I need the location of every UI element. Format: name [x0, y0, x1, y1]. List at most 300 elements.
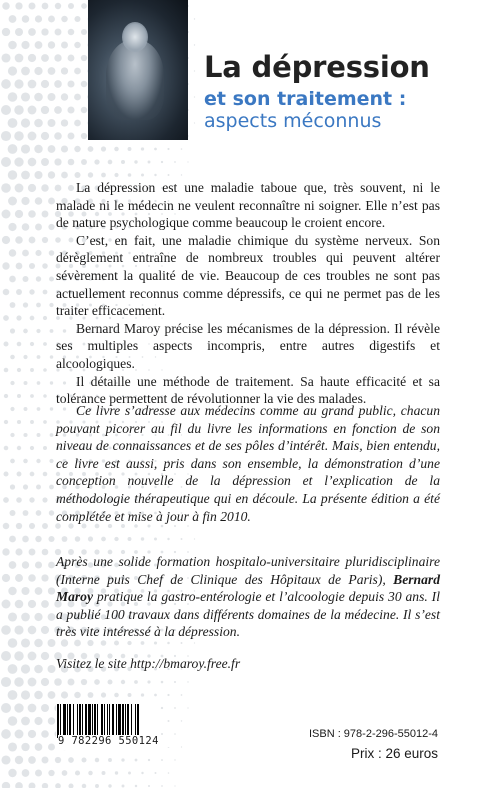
- halftone-dot: [35, 587, 43, 595]
- halftone-dot: [3, 315, 9, 321]
- halftone-dot: [14, 131, 24, 141]
- halftone-dot: [37, 355, 41, 359]
- halftone-dot: [141, 147, 144, 150]
- halftone-dot: [41, 626, 49, 634]
- halftone-dot: [34, 171, 42, 179]
- halftone-dot: [74, 120, 81, 127]
- halftone-dot: [28, 2, 35, 9]
- halftone-dot: [62, 770, 68, 776]
- halftone-dot: [187, 161, 188, 162]
- halftone-dot: [48, 198, 55, 205]
- halftone-dot: [134, 160, 137, 163]
- halftone-dot: [41, 704, 49, 712]
- halftone-dot: [21, 717, 30, 726]
- barcode-bar: [97, 704, 98, 738]
- halftone-dot: [28, 756, 36, 764]
- intro-paragraph: C’est, en fait, une maladie chimique du système nerveux. Son dérèglement entraîne de nombreux troubles qui peuvent altérer sévèrement la qualité de vie. Beaucoup de ces troubles ne sont pas actuellement reconnus comme dépressifs, ce qui ne permet pas de les traiter efficacement.: [56, 232, 440, 319]
- halftone-dot: [2, 236, 10, 244]
- halftone-dot: [36, 485, 41, 490]
- halftone-dot: [42, 237, 48, 243]
- halftone-dot: [155, 772, 157, 774]
- halftone-dot: [23, 355, 27, 359]
- audience-paragraph: Ce livre s’adresse aux médecins comme au grand public, chacun pouvant picorer au fil du livre les informations en fonction de son niveau de connaissances et de ses pôles d’intérêt. Mais, bien entendu, ce livre est aussi, pris dans son ensemble, la démonstration d’une conception nouvelle de la dépression et l’explication de la méthodologie thérapeutique qui en découle. La présente édition a été complétée et mise à jour à fin 2010.: [56, 403, 440, 524]
- halftone-dot: [41, 652, 49, 660]
- halftone-dot: [74, 94, 81, 101]
- halftone-dot: [181, 720, 182, 721]
- halftone-dot: [16, 497, 22, 503]
- halftone-dot: [61, 691, 68, 698]
- halftone-dot: [1, 651, 11, 661]
- halftone-dot: [48, 41, 55, 48]
- book-subtitle-line2: aspects méconnus: [204, 110, 382, 132]
- halftone-dot: [1, 729, 11, 739]
- halftone-dot: [161, 785, 163, 787]
- halftone-dot: [28, 132, 37, 141]
- halftone-dot: [101, 537, 106, 542]
- halftone-dot: [30, 420, 34, 424]
- halftone-dot: [17, 342, 22, 347]
- halftone-dot: [48, 16, 55, 23]
- halftone-dot: [28, 730, 36, 738]
- barcode-bar: [101, 704, 103, 738]
- halftone-dot: [15, 2, 22, 9]
- barcode-bar: [57, 704, 59, 738]
- halftone-dot: [49, 303, 53, 307]
- halftone-dot: [34, 639, 43, 648]
- halftone-dot: [21, 664, 30, 673]
- halftone-dot: [21, 743, 29, 751]
- halftone-dot: [3, 289, 10, 296]
- halftone-dot: [50, 329, 54, 333]
- halftone-dot: [49, 510, 54, 515]
- halftone-dot: [42, 211, 49, 218]
- barcode-bar: [67, 704, 68, 738]
- halftone-dot: [181, 538, 183, 540]
- halftone-dot: [102, 771, 106, 775]
- halftone-dot: [81, 81, 88, 88]
- halftone-dot: [4, 394, 8, 398]
- halftone-dot: [114, 147, 119, 152]
- halftone-dot: [35, 743, 43, 751]
- halftone-dot: [48, 665, 56, 673]
- halftone-dot: [141, 641, 145, 645]
- halftone-dot: [21, 638, 30, 647]
- halftone-dot: [29, 549, 36, 556]
- halftone-dot: [4, 368, 9, 373]
- halftone-dot: [174, 525, 176, 527]
- barcode-bar: [63, 704, 66, 738]
- halftone-dot: [42, 3, 49, 10]
- halftone-dot: [15, 782, 23, 788]
- halftone-dot: [135, 759, 138, 762]
- halftone-dot: [194, 642, 195, 643]
- halftone-dot: [54, 54, 61, 61]
- author-name: Bernard Maroy: [56, 571, 440, 605]
- halftone-dot: [48, 224, 54, 230]
- halftone-dot: [10, 302, 16, 308]
- halftone-dot: [4, 446, 9, 451]
- halftone-dot: [82, 784, 87, 788]
- halftone-dot: [28, 704, 37, 713]
- barcode-bar: [127, 704, 129, 738]
- halftone-dot: [154, 641, 157, 644]
- halftone-dot: [74, 692, 81, 699]
- halftone-dot: [8, 638, 18, 648]
- price: Prix : 26 euros: [350, 746, 438, 761]
- halftone-dot: [54, 80, 62, 88]
- halftone-dot: [68, 3, 74, 9]
- halftone-dot: [21, 41, 29, 49]
- halftone-dot: [1, 625, 11, 635]
- halftone-dot: [55, 757, 61, 763]
- halftone-dot: [14, 651, 23, 660]
- halftone-dot: [48, 171, 55, 178]
- halftone-dot: [2, 262, 9, 269]
- halftone-dot: [30, 342, 34, 346]
- halftone-dot: [28, 28, 36, 36]
- halftone-dot: [48, 536, 54, 542]
- halftone-dot: [1, 677, 11, 687]
- halftone-dot: [14, 157, 23, 166]
- halftone-dot: [1, 157, 11, 167]
- halftone-dot: [28, 652, 37, 661]
- halftone-dot: [1, 183, 11, 193]
- halftone-dot: [194, 44, 195, 45]
- halftone-dot: [34, 665, 43, 674]
- halftone-dot: [68, 783, 73, 788]
- halftone-dot: [42, 523, 48, 529]
- halftone-dot: [41, 678, 49, 686]
- halftone-dot: [15, 236, 23, 244]
- halftone-dot: [35, 250, 41, 256]
- halftone-dot: [10, 328, 15, 333]
- halftone-dot: [10, 381, 14, 385]
- author-bio-before: Après une solide formation hospitalo-universitaire pluridisciplinaire (Interne puis Chef de Clinique des Hôpitaux de Paris),: [56, 554, 440, 587]
- halftone-dot: [41, 730, 49, 738]
- halftone-dot: [81, 679, 87, 685]
- barcode-bar: [112, 704, 114, 738]
- halftone-dot: [9, 15, 17, 23]
- halftone-dot: [43, 446, 47, 450]
- person-figure-image: [106, 40, 164, 120]
- barcode-bar: [88, 704, 91, 738]
- halftone-dot: [95, 784, 99, 788]
- halftone-dot: [1, 703, 11, 713]
- halftone-dot: [168, 174, 170, 176]
- halftone-dot: [168, 720, 170, 722]
- halftone-dot: [22, 536, 29, 543]
- barcode-bar: [116, 704, 117, 738]
- halftone-dot: [15, 574, 23, 582]
- halftone-dot: [48, 67, 56, 75]
- halftone-dot: [161, 759, 163, 761]
- barcode-bar: [69, 704, 71, 738]
- halftone-dot: [36, 303, 41, 308]
- halftone-dot: [128, 173, 132, 177]
- barcode-bar: [77, 704, 78, 738]
- halftone-dot: [35, 15, 42, 22]
- barcode-bar: [137, 704, 139, 738]
- halftone-dot: [154, 538, 157, 541]
- halftone-dot: [167, 642, 170, 645]
- halftone-dot: [181, 174, 182, 175]
- halftone-dot: [8, 92, 18, 102]
- halftone-dot: [101, 146, 106, 151]
- halftone-dot: [8, 41, 17, 50]
- halftone-dot: [41, 106, 49, 114]
- halftone-dot: [8, 197, 17, 206]
- halftone-dot: [17, 446, 21, 450]
- halftone-dot: [68, 29, 75, 36]
- halftone-dot: [101, 173, 106, 178]
- halftone-dot: [74, 42, 80, 48]
- halftone-dot: [127, 641, 131, 645]
- halftone-dot: [23, 510, 29, 516]
- halftone-dot: [115, 771, 118, 774]
- halftone-dot: [28, 600, 36, 608]
- halftone-dot: [167, 694, 169, 696]
- halftone-dot: [8, 664, 18, 674]
- halftone-dot: [3, 471, 8, 476]
- halftone-dot: [68, 757, 74, 763]
- halftone-dot: [101, 640, 107, 646]
- halftone-dot: [181, 642, 183, 644]
- halftone-dot: [194, 96, 195, 97]
- halftone-dot: [36, 276, 41, 281]
- halftone-dot: [23, 433, 27, 437]
- website-link[interactable]: Visitez le site http://bmaroy.free.fr: [56, 656, 241, 671]
- halftone-dot: [29, 237, 36, 244]
- halftone-dot: [42, 783, 48, 788]
- halftone-dot: [41, 158, 49, 166]
- halftone-dot: [35, 536, 41, 542]
- halftone-dot: [1, 53, 10, 62]
- halftone-dot: [148, 161, 151, 164]
- halftone-dot: [43, 290, 48, 295]
- halftone-dot: [16, 315, 21, 320]
- halftone-dot: [141, 537, 144, 540]
- halftone-dot: [114, 693, 119, 698]
- halftone-dot: [41, 600, 49, 608]
- halftone-dot: [1, 105, 11, 115]
- barcode-bar: [107, 704, 108, 738]
- barcode-digits: 9 782296 550124: [58, 735, 170, 747]
- halftone-dot: [41, 54, 49, 62]
- halftone-dot: [187, 707, 188, 708]
- halftone-dot: [9, 510, 15, 516]
- halftone-dot: [48, 587, 55, 594]
- halftone-dot: [8, 170, 17, 179]
- halftone-dot: [88, 146, 94, 152]
- halftone-dot: [9, 249, 16, 256]
- halftone-dot: [8, 587, 16, 595]
- halftone-dot: [107, 679, 112, 684]
- halftone-dot: [55, 29, 62, 36]
- halftone-dot: [35, 561, 42, 568]
- halftone-dot: [48, 613, 56, 621]
- halftone-dot: [49, 250, 55, 256]
- author-bio: [56, 553, 440, 641]
- audience-text: [56, 402, 440, 525]
- halftone-dot: [135, 785, 137, 787]
- halftone-dot: [61, 67, 68, 74]
- halftone-dot: [108, 160, 113, 165]
- halftone-dot: [30, 472, 35, 477]
- barcode-bar: [125, 704, 126, 738]
- halftone-dot: [50, 381, 53, 384]
- intro-paragraph: Il détaille une méthode de traitement. Sa haute efficacité et sa tolérance permettent de révolutionner la vie des malades.: [56, 373, 440, 407]
- halftone-dot: [34, 67, 42, 75]
- halftone-dot: [8, 769, 16, 777]
- halftone-dot: [49, 277, 54, 282]
- barcode-bar: [131, 704, 132, 738]
- halftone-dot: [181, 746, 182, 747]
- halftone-dot: [34, 691, 43, 700]
- halftone-dot: [128, 772, 131, 775]
- halftone-dot: [21, 587, 29, 595]
- halftone-dot: [148, 785, 150, 787]
- intro-paragraph: Bernard Maroy précise les mécanismes de la dépression. Il révèle ses multiples aspects incompris, entre autres digestifs et alcoologiques.: [56, 320, 440, 371]
- halftone-dot: [10, 459, 15, 464]
- halftone-dot: [128, 693, 132, 697]
- halftone-dot: [8, 144, 18, 154]
- halftone-dot: [81, 55, 87, 61]
- halftone-dot: [15, 54, 24, 63]
- halftone-dot: [74, 16, 80, 22]
- halftone-dot: [49, 459, 53, 463]
- halftone-dot: [48, 744, 55, 751]
- halftone-dot: [30, 446, 34, 450]
- halftone-dot: [15, 184, 24, 193]
- halftone-dot: [10, 407, 14, 411]
- halftone-dot: [194, 538, 195, 539]
- halftone-dot: [62, 536, 68, 542]
- halftone-dot: [8, 223, 16, 231]
- halftone-dot: [114, 537, 118, 541]
- barcode-bar: [94, 704, 96, 738]
- halftone-dot: [8, 118, 18, 128]
- halftone-dot: [34, 717, 42, 725]
- halftone-dot: [29, 289, 34, 294]
- halftone-dot: [42, 757, 49, 764]
- halftone-dot: [2, 2, 10, 10]
- halftone-dot: [141, 772, 143, 774]
- halftone-dot: [3, 341, 8, 346]
- halftone-dot: [43, 420, 47, 424]
- halftone-dot: [48, 639, 56, 647]
- halftone-dot: [16, 523, 22, 529]
- halftone-dot: [28, 184, 36, 192]
- halftone-dot: [17, 420, 21, 424]
- barcode-bar: [104, 704, 105, 738]
- halftone-dot: [141, 693, 144, 696]
- halftone-dot: [88, 172, 93, 177]
- halftone-dot: [134, 680, 138, 684]
- halftone-dot: [24, 407, 28, 411]
- intro-text: [56, 179, 440, 408]
- halftone-dot: [49, 485, 54, 490]
- halftone-dot: [48, 562, 55, 569]
- halftone-dot: [30, 394, 34, 398]
- halftone-dot: [14, 677, 24, 687]
- halftone-dot: [4, 420, 8, 424]
- halftone-dot: [36, 459, 40, 463]
- halftone-dot: [28, 210, 36, 218]
- halftone-dot: [50, 355, 54, 359]
- halftone-dot: [28, 158, 37, 167]
- halftone-dot: [34, 119, 43, 128]
- halftone-dot: [41, 574, 48, 581]
- halftone-dot: [35, 769, 42, 776]
- halftone-dot: [28, 106, 37, 115]
- halftone-dot: [88, 771, 93, 776]
- barcode-bar: [79, 704, 81, 738]
- barcode-bar: [135, 704, 136, 738]
- barcode-bar: [82, 704, 83, 738]
- barcode-bar: [85, 704, 87, 738]
- halftone-dot: [81, 29, 87, 35]
- halftone-dot: [8, 716, 18, 726]
- halftone-dot: [161, 707, 163, 709]
- halftone-dot: [42, 549, 49, 556]
- halftone-dot: [28, 574, 36, 582]
- halftone-dot: [17, 472, 22, 477]
- halftone-dot: [174, 733, 176, 735]
- halftone-dot: [15, 548, 22, 555]
- halftone-dot: [128, 147, 132, 151]
- book-title: La dépression: [204, 50, 430, 84]
- halftone-dot: [61, 16, 68, 23]
- halftone-dot: [81, 3, 87, 9]
- halftone-dot: [22, 276, 28, 282]
- halftone-dot: [55, 3, 61, 9]
- halftone-dot: [21, 171, 30, 180]
- halftone-dot: [29, 263, 35, 269]
- halftone-dot: [17, 394, 21, 398]
- halftone-dot: [54, 132, 62, 140]
- halftone-dot: [187, 681, 188, 682]
- halftone-dot: [187, 525, 189, 527]
- halftone-dot: [35, 197, 43, 205]
- halftone-dot: [168, 772, 170, 774]
- person-head-image: [122, 22, 148, 52]
- halftone-dot: [8, 612, 17, 621]
- halftone-dot: [41, 184, 49, 192]
- halftone-dot: [35, 41, 43, 49]
- halftone-dot: [67, 80, 74, 87]
- halftone-dot: [174, 161, 176, 163]
- halftone-dot: [74, 172, 80, 178]
- halftone-dot: [9, 276, 16, 283]
- halftone-dot: [21, 118, 30, 127]
- halftone-dot: [61, 119, 68, 126]
- halftone-dot: [95, 758, 99, 762]
- halftone-dot: [21, 197, 29, 205]
- halftone-dot: [94, 159, 99, 164]
- barcode-bar: [118, 704, 121, 738]
- halftone-dot: [2, 28, 10, 36]
- cover-photo: [88, 0, 188, 140]
- halftone-dot: [17, 368, 21, 372]
- halftone-dot: [194, 70, 195, 71]
- halftone-dot: [161, 681, 164, 684]
- barcode-bar: [73, 704, 74, 738]
- halftone-dot: [21, 613, 30, 622]
- halftone-dot: [15, 600, 24, 609]
- halftone-dot: [2, 574, 10, 582]
- halftone-dot: [21, 690, 30, 699]
- halftone-dot: [42, 497, 47, 502]
